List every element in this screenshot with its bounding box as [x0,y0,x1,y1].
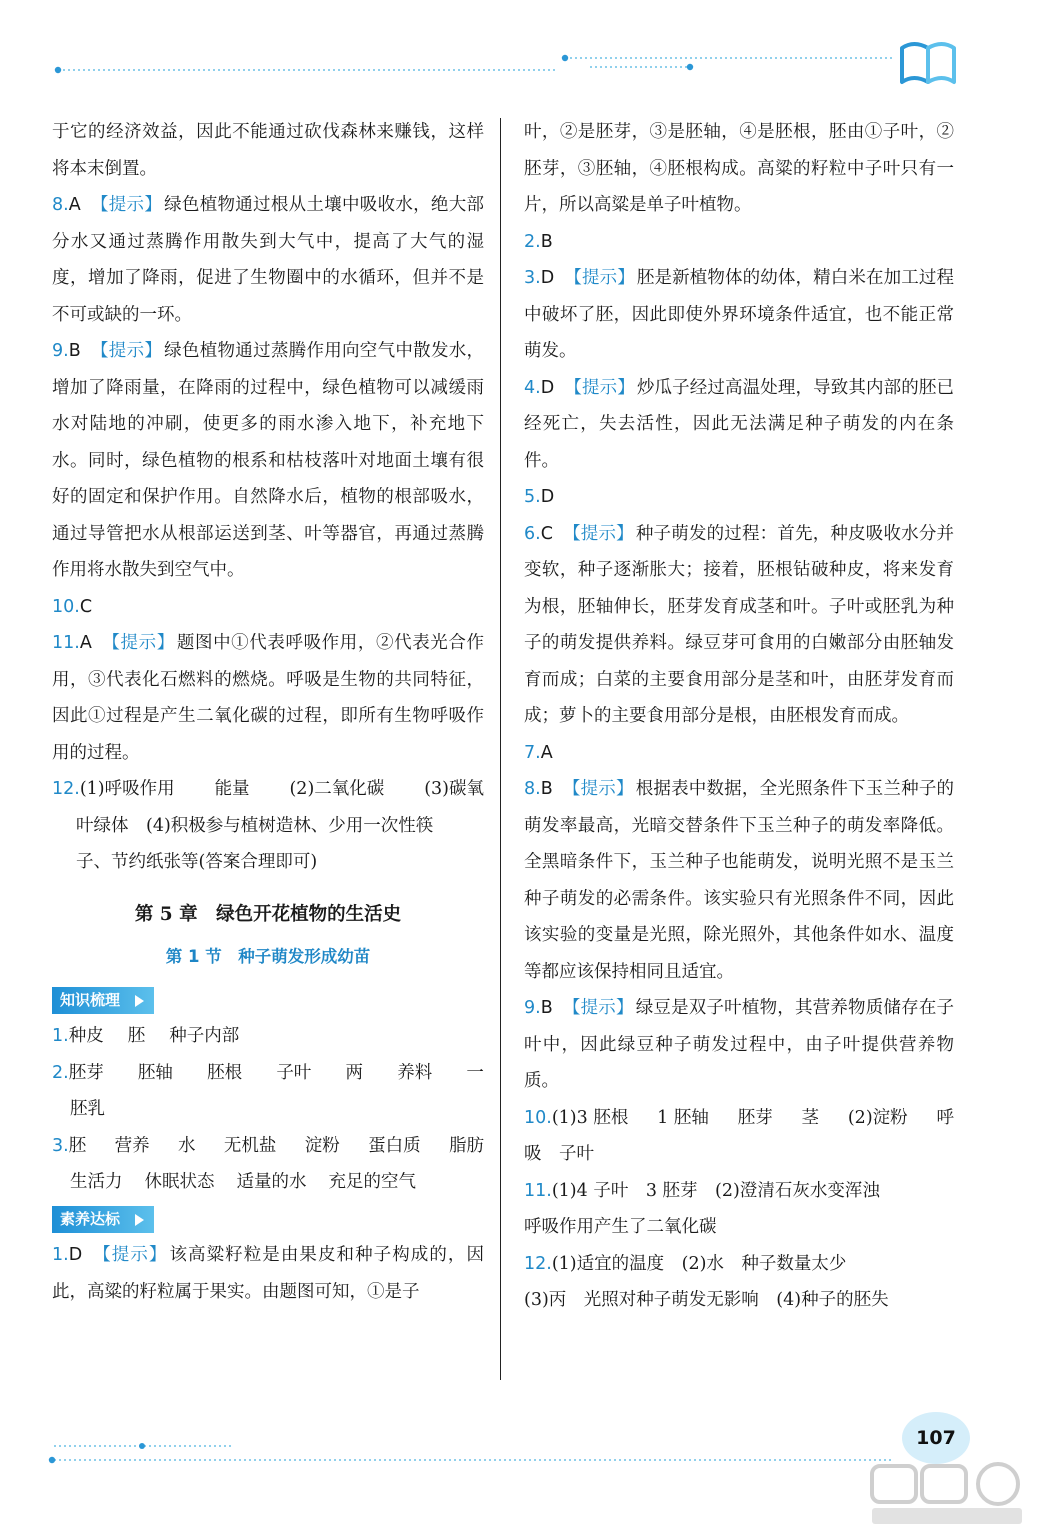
answer-part: 1 胚轴 [657,1107,709,1128]
question-number: 1. [52,1026,69,1046]
answer-part: (3)碳氧 [424,779,484,799]
answer-line: 叶绿体 (4)积极参与植树造林、少用一次性筷 [76,815,434,836]
question-number: 9. [52,341,69,361]
answer-item-s1 [52,1237,484,1310]
answer-letter: A [79,633,92,653]
answer-item-10 [52,589,484,626]
answer-item-12 [52,771,484,881]
knowledge-item-2 [52,1055,484,1128]
answer-letter: B [68,341,81,361]
question-number: 11. [524,1180,552,1201]
hint-label: 【提示】 [92,1245,168,1265]
answer-part: 胚轴 [137,1062,173,1083]
hint-text: 根据表中数据，全光照条件下玉兰种子的萌发率最高，光暗交替条件下玉兰种子的萌发率降低。全黑暗条件下，玉兰种子也能萌发，说明光照不是玉兰种子萌发的必需条件。该实验只有光照条件不同，因此该实验的变量是光照，除光照外，其他条件如水、温度等都应该保持相同且适宜。 [524,779,955,982]
answer-part: 茎 [801,1107,820,1128]
hint-text: 炒瓜子经过高温处理，导致其内部的胚已经死亡，失去活性，因此无法满足种子萌发的内在条件。 [524,377,955,471]
question-number: 10. [52,596,80,617]
answer-line [524,1246,954,1283]
answer-item-3 [524,260,954,370]
answer-part: 种皮 [68,1026,104,1046]
question-number: 12. [52,779,80,799]
answer-item-6 [524,516,954,735]
hint-label: 【提示】 [562,998,634,1018]
play-arrow-icon [135,995,144,1007]
answer-line [52,1055,484,1092]
answer-part: 胚 [68,1135,87,1156]
chapter-title: 第 5 章 绿色开花植物的生活史 [134,903,402,925]
question-number: 1. [52,1245,69,1265]
answer-line [524,1173,954,1210]
answer-item-5 [524,479,954,516]
answer-letter: D [540,268,555,288]
answer-letter: B [540,779,553,799]
hint-label: 【提示】 [562,779,634,799]
header-dotted-decoration [50,52,955,92]
tag-label: 知识梳理 [60,990,121,1009]
footer-dotted-decoration [44,1440,974,1470]
hint-text: 绿豆是双子叶植物，其营养物质储存在子叶中，因此绿豆种子萌发过程中，由子叶提供营养物质。 [524,998,955,1091]
knowledge-item-1 [52,1018,484,1055]
answer-item-10r [524,1100,954,1173]
answer-part: 水 [177,1135,196,1156]
question-number: 7. [524,742,541,763]
column-divider [500,118,501,1380]
answer-letter: D [540,487,555,507]
answer-part: 两 [345,1062,364,1083]
answer-line: (3)丙 光照对种子萌发无影响 (4)种子的胚失 [524,1290,889,1310]
question-number: 2. [524,231,541,252]
hint-text: 种子萌发的过程：首先，种皮吸收水分并变软，种子逐渐胀大；接着，胚根钻破种皮，将来发育为根，胚轴伸长，胚芽发育成茎和叶。子叶或胚乳为种子的萌发提供养料。绿豆芽可食用的白嫩部分由胚轴发育而成；白菜的主要食用部分是茎和叶，由胚芽发育而成；萝卜的主要食用部分是根，由胚根发育而成。 [524,523,955,726]
hint-label: 【提示】 [101,633,175,653]
answer-item-8 [52,187,484,333]
question-number: 9. [524,998,541,1018]
hint-label: 【提示】 [90,195,163,215]
answer-line: 吸 子叶 [524,1144,594,1164]
answer-part: 能量 [214,779,250,799]
hint-text: 绿色植物通过蒸腾作用向空气中散发水，增加了降雨量，在降雨的过程中，绿色植物可以减缓雨水对陆地的冲刷，使更多的雨水渗入地下，补充地下水。同时，绿色植物的根系和枯枝落叶对地面土壤有很好的固定和保护作用。自然降水后，植物的根部吸水，通过导管把水从根部运送到茎、叶等器官，再通过蒸腾作用将水散失到空气中。 [52,341,485,580]
answer-letter: B [540,231,553,252]
answer-item-4 [524,370,954,480]
question-number: 11. [52,633,80,653]
answer-part: 休眠状态 [144,1172,215,1192]
answer-part: (1)呼吸作用 [79,779,175,799]
question-number: 2. [52,1062,69,1083]
answer-item-8r [524,771,954,990]
hint-text: 该高粱籽粒是由果皮和种子构成的，因此，高粱的籽粒属于果实。由题图可知，①是子 [52,1245,484,1302]
answer-line: 胚乳 [70,1099,105,1119]
literacy-check-tag [52,1206,154,1233]
answer-line: 呼吸作用产生了二氧化碳 [524,1217,717,1237]
section-title: 第 1 节 种子萌发形成幼苗 [165,947,371,966]
hint-text: 胚是新植物体的幼体，精白米在加工过程中破坏了胚，因此即使外界环境条件适宜，也不能正常萌发。 [524,268,955,361]
answer-part: 脂肪 [448,1135,484,1156]
question-number: 3. [524,268,541,288]
knowledge-item-3 [52,1128,484,1201]
answer-part: (2)淀粉 [847,1107,908,1128]
answer-part: 种子内部 [169,1026,240,1046]
answer-letter: A [68,195,81,215]
hint-label: 【提示】 [564,268,635,288]
right-column [524,114,954,1319]
answer-part: 蛋白质 [368,1135,421,1156]
hint-label: 【提示】 [562,523,634,544]
answer-letter: A [540,742,553,763]
answer-part: 淀粉 [304,1135,340,1156]
play-arrow-icon [135,1214,144,1226]
answer-part: 充足的空气 [328,1172,416,1192]
answer-part: 胚芽 [737,1107,773,1128]
answer-part: 子叶 [276,1062,312,1083]
answer-part: 无机盐 [223,1135,277,1156]
answer-item-2 [524,224,954,261]
answer-line [52,1128,484,1165]
hint-text: 绿色植物通过根从土壤中吸收水，绝大部分水又通过蒸腾作用散失到大气中，提高了大气的湿度，增加了降雨，促进了生物圈中的水循环，但并不是不可或缺的一环。 [52,195,485,325]
answer-line [52,1164,484,1201]
left-column [52,114,484,1310]
answer-letter: C [79,596,93,617]
answer-part: (1)4 子叶 3 胚芽 (2)澄清石灰水变浑浊 [551,1180,880,1201]
watermark-logo-icon [866,1462,1036,1528]
answer-item-12r [524,1246,954,1319]
answer-part: 一 [466,1062,484,1083]
question-number: 8. [52,195,69,215]
answer-line: 子、节约纸张等(答案合理即可) [76,852,318,872]
answer-part: 胚芽 [68,1062,104,1083]
answer-letter: D [68,1245,83,1265]
answer-item-9 [52,333,484,589]
answer-item-11r [524,1173,954,1246]
hint-label: 【提示】 [564,377,635,398]
answer-item-11 [52,625,484,771]
open-book-icon [898,38,958,86]
answer-part: 生活力 [70,1172,123,1192]
answer-part: (1)适宜的温度 (2)水 种子数量太少 [551,1253,847,1274]
answer-letter: D [540,377,555,398]
page-number: 107 [902,1412,970,1464]
answer-line [524,1100,954,1137]
question-number: 8. [524,779,541,799]
answer-item-7 [524,735,954,772]
answer-letter: B [540,998,553,1018]
knowledge-review-tag [52,987,154,1014]
tag-label: 素养达标 [60,1209,121,1228]
question-number: 6. [524,523,541,544]
question-number: 4. [524,377,541,398]
answer-line [52,771,484,808]
question-number: 12. [524,1253,552,1274]
answer-part: (1)3 胚根 [551,1107,629,1128]
question-number: 10. [524,1107,552,1128]
answer-part: 胚根 [207,1062,243,1083]
answer-item-9r [524,990,954,1100]
left-continued-paragraph: 于它的经济效益，因此不能通过砍伐森林来赚钱，这样将本末倒置。 [52,122,484,179]
question-number: 3. [52,1135,69,1156]
answer-part: 胚 [127,1026,146,1046]
hint-label: 【提示】 [90,341,163,361]
question-number: 5. [524,487,541,507]
right-continued-paragraph: 叶，②是胚芽，③是胚轴，④是胚根，胚由①子叶，②胚芽，③胚轴，④胚根构成。高粱的籽粒中子叶只有一片，所以高粱是单子叶植物。 [524,122,954,215]
answer-part: (2)二氧化碳 [289,779,385,799]
answer-letter: C [540,523,553,544]
answer-part: 适量的水 [236,1172,307,1192]
answer-part: 呼 [936,1107,954,1128]
hint-text: 题图中①代表呼吸作用，②代表光合作用，③代表化石燃料的燃烧。呼吸是生物的共同特征，因此①过程是产生二氧化碳的过程，即所有生物呼吸作用的过程。 [52,633,485,763]
answer-part: 养料 [397,1062,433,1083]
answer-part: 营养 [114,1135,150,1156]
